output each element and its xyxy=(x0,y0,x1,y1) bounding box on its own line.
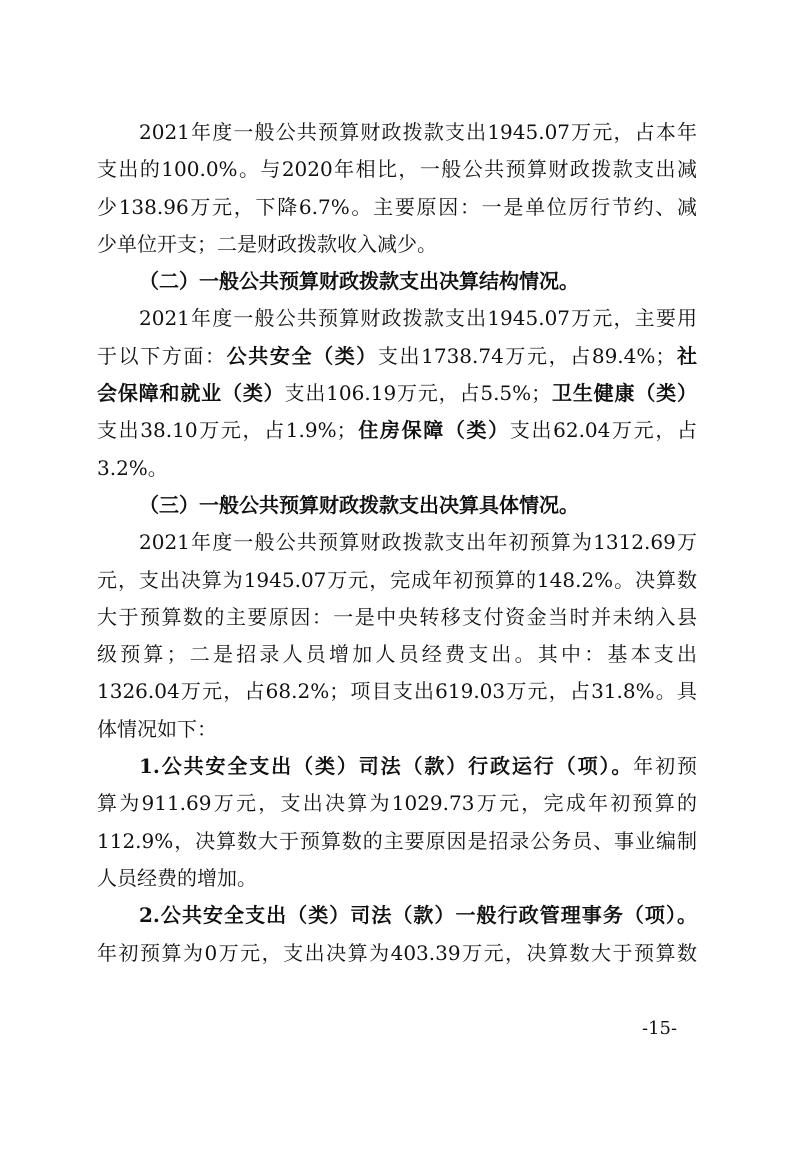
page-number: -15- xyxy=(642,1018,678,1039)
para3-line6: 体情况如下： xyxy=(97,716,217,741)
item1-line2: 算为911.69万元，支出决算为1029.73万元，完成年初预算的 xyxy=(97,791,697,816)
category-social-security-start: 社 xyxy=(675,343,698,368)
category-health: 卫生健康（类） xyxy=(551,381,698,406)
para1-line4: 少单位开支；二是财政拨款收入减少。 xyxy=(97,231,437,256)
document-page xyxy=(97,114,697,972)
para2-text: 支出62.04万元，占 xyxy=(509,418,697,443)
para3-line1: 2021年度一般公共预算财政拨款支出年初预算为1312.69万 xyxy=(139,530,697,555)
item1-title: 1.公共安全支出（类）司法（款）行政运行（项）。 xyxy=(139,754,634,779)
para2-line5: 3.2%。 xyxy=(97,455,168,480)
item1-line1 xyxy=(97,748,697,785)
category-housing: 住房保障（类） xyxy=(356,418,510,443)
section-heading-3: （三）一般公共预算财政拨款支出决算具体情况。 xyxy=(139,492,579,517)
para3-line3: 大于预算数的主要原因：一是中央转移支付资金当时并未纳入县 xyxy=(97,604,697,629)
category-public-security: 公共安全（类） xyxy=(226,343,378,368)
para2-text: 支出106.19万元，占5.5%； xyxy=(284,381,552,406)
para3-line5: 1326.04万元，占68.2%；项目支出619.03万元，占31.8%。具 xyxy=(97,679,697,704)
para2-text: 支出38.10万元，占1.9%； xyxy=(97,418,357,443)
para2-line4 xyxy=(97,412,697,449)
item1-text: 年初预 xyxy=(633,754,698,779)
para1-line3: 少138.96万元，下降6.7%。主要原因：一是单位厉行节约、减 xyxy=(97,194,697,219)
para2-line3 xyxy=(97,375,697,412)
para2-line2 xyxy=(97,338,697,375)
para2-text: 支出1738.74万元，占89.4%； xyxy=(377,343,676,368)
item2-title: 2.公共安全支出（类）司法（款）一般行政管理事务（项）。 xyxy=(139,903,697,928)
item1-line3: 112.9%，决算数大于预算数的主要原因是招录公务员、事业编制 xyxy=(97,828,697,853)
para3-line2: 元，支出决算为1945.07万元，完成年初预算的148.2%。决算数 xyxy=(97,567,697,592)
para3-line4: 级预算；二是招录人员增加人员经费支出。其中：基本支出 xyxy=(97,642,697,667)
para2-text: 于以下方面： xyxy=(97,343,227,368)
item2-line2: 年初预算为0万元，支出决算为403.39万元，决算数大于预算数 xyxy=(97,940,697,965)
para1-line1: 2021年度一般公共预算财政拨款支出1945.07万元，占本年 xyxy=(139,120,697,144)
section-heading-2: （二）一般公共预算财政拨款支出决算结构情况。 xyxy=(139,269,579,294)
para2-line1: 2021年度一般公共预算财政拨款支出1945.07万元，主要用 xyxy=(139,306,697,331)
para1-line2: 支出的100.0%。与2020年相比，一般公共预算财政拨款支出减 xyxy=(97,157,697,182)
category-social-security: 会保障和就业（类） xyxy=(97,381,285,406)
item2-line1 xyxy=(97,897,697,934)
item1-line4: 人员经费的增加。 xyxy=(97,865,257,890)
